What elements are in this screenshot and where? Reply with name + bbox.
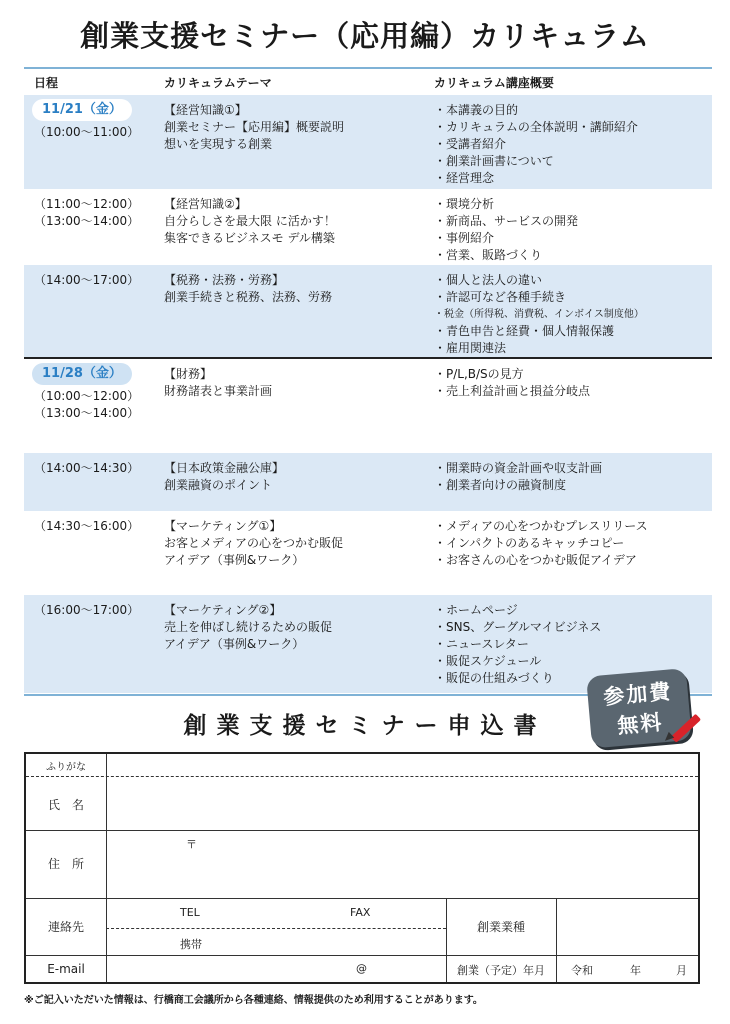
summary-item: ・環境分析 [434,197,495,211]
tel-label: TEL [180,906,200,919]
summary-item: ・税金（所得税、消費税、インボイス制度他） [434,309,644,320]
summary-item: ・販促スケジュール [434,654,542,668]
badge-fee-label: 参加費 [602,679,674,710]
summary-item: ・創業者向けの融資制度 [434,478,567,492]
year-label: 年 [630,964,641,977]
name-label: 氏 名 [47,798,84,812]
form-title: 創業支援セミナー申込書 [183,713,547,739]
schedule-row [24,511,712,595]
schedule-row [24,95,712,189]
summary-item: ・個人と法人の違い [434,273,543,287]
label-column-divider [106,754,107,982]
time-range: （10:00～12:00） [34,389,140,403]
summary-item: ・ニュースレター [434,637,529,651]
schedule-row [24,265,712,357]
era-label: 令和 [571,964,593,977]
theme-title: 【税務・法務・労務】 [164,273,285,287]
month-label: 月 [676,964,687,977]
badge-free-label: 無料 [616,710,665,739]
theme-line: アイデア（事例&ワーク） [164,637,305,651]
schedule-table [24,67,712,685]
address-field[interactable] [108,832,698,896]
mobile-divider [106,928,446,929]
email-at: @ [356,962,367,975]
summary-item: ・ホームページ [434,603,518,617]
summary-item: ・P/L,B/Sの見方 [434,367,524,381]
theme-line: アイデア（事例&ワーク） [164,553,305,567]
summary-item: ・インパクトのあるキャッチコピー [434,536,625,550]
right-label-divider [556,898,557,982]
summary-item: ・販促の仕組みづくり [434,671,554,685]
furigana-field[interactable] [108,755,698,775]
theme-line: お客とメディアの心をつかむ販促 [164,536,344,550]
contact-divider [26,955,698,956]
address-label: 住 所 [47,857,84,871]
summary-item: ・創業計画書について [434,154,554,168]
header-summary: カリキュラム講座概要 [434,76,554,90]
email-label: E-mail [47,962,85,976]
time-range: （13:00～14:00） [34,214,140,228]
contact-label: 連絡先 [47,920,84,934]
theme-title: 【マーケティング②】 [164,603,282,617]
theme-title: 【日本政策金融公庫】 [164,461,285,475]
summary-item: ・SNS、グーグルマイビジネス [434,620,602,634]
theme-title: 【財務】 [164,367,213,381]
phone-field[interactable] [108,900,444,926]
summary-item: ・本講義の目的 [434,103,519,117]
summary-item: ・お客さんの心をつかむ販促アイデア [434,553,637,567]
time-range: （13:00～14:00） [34,406,140,420]
theme-line: 想いを実現する創業 [164,137,273,151]
furigana-label: ふりがな [46,762,86,773]
date-badge: 11/21（金） [32,99,132,121]
date-badge: 11/28（金） [32,363,132,385]
schedule-row [24,357,712,453]
theme-line: 集客できるビジネスモ デル構築 [164,231,335,245]
name-field[interactable] [108,778,698,828]
mobile-field[interactable] [108,930,444,954]
summary-item: ・開業時の資金計画や収支計画 [434,461,603,475]
time-range: （14:30～16:00） [34,519,140,533]
summary-item: ・雇用関連法 [434,341,507,355]
mobile-label: 携帯 [180,938,202,951]
time-range: （14:00～14:30） [34,461,140,475]
time-range: （11:00～12:00） [34,197,140,211]
fax-label: FAX [350,906,371,919]
application-form [24,752,700,984]
theme-line: 自分らしさを最大限 に活かす！ [164,214,336,228]
header-date: 日程 [34,76,59,90]
summary-item: ・事例紹介 [434,231,495,245]
summary-item: ・受講者紹介 [434,137,507,151]
summary-item: ・経営理念 [434,171,495,185]
start-date-label: 創業（予定）年月 [457,964,545,977]
schedule-row [24,189,712,265]
summary-item: ・青色申告と経費・個人情報保護 [434,324,615,338]
theme-line: 創業セミナー【応用編】概要説明 [164,120,345,134]
business-type-label: 創業業種 [476,920,525,934]
address-divider [26,898,698,899]
time-range: （16:00～17:00） [34,603,140,617]
summary-item: ・新商品、サービスの開発 [434,214,579,228]
summary-item: ・カリキュラムの全体説明・講師紹介 [434,120,638,134]
summary-item: ・メディアの心をつかむプレスリリース [434,519,648,533]
summary-item: ・営業、販路づくり [434,248,543,262]
page-title: 創業支援セミナー（応用編）カリキュラム [80,19,650,53]
theme-line: 創業手続きと税務、法務、労務 [164,290,333,304]
theme-line: 財務諸表と事業計画 [164,384,273,398]
business-type-field[interactable] [558,900,698,954]
furigana-divider [26,776,698,777]
postal-mark: 〒 [186,838,197,851]
time-range: （10:00～11:00） [34,125,140,139]
header-theme: カリキュラムテーマ [164,76,272,90]
schedule-header [24,67,712,97]
theme-title: 【経営知識②】 [164,197,247,211]
theme-title: 【マーケティング①】 [164,519,282,533]
name-divider [26,830,698,831]
summary-item: ・売上利益計画と損益分岐点 [434,384,591,398]
email-field[interactable] [108,957,444,981]
theme-line: 売上を伸ばし続けるための販促 [164,620,333,634]
privacy-note: ※ご記入いただいた情報は、行橋商工会議所から各種連絡、情報提供のため利用することがあります。 [24,995,483,1006]
schedule-row [24,453,712,511]
theme-line: 創業融資のポイント [164,478,273,492]
time-range: （14:00～17:00） [34,273,140,287]
free-badge [580,663,705,753]
start-date-field[interactable] [558,957,698,981]
theme-title: 【経営知識①】 [164,103,247,117]
summary-item: ・許認可など各種手続き [434,290,567,304]
